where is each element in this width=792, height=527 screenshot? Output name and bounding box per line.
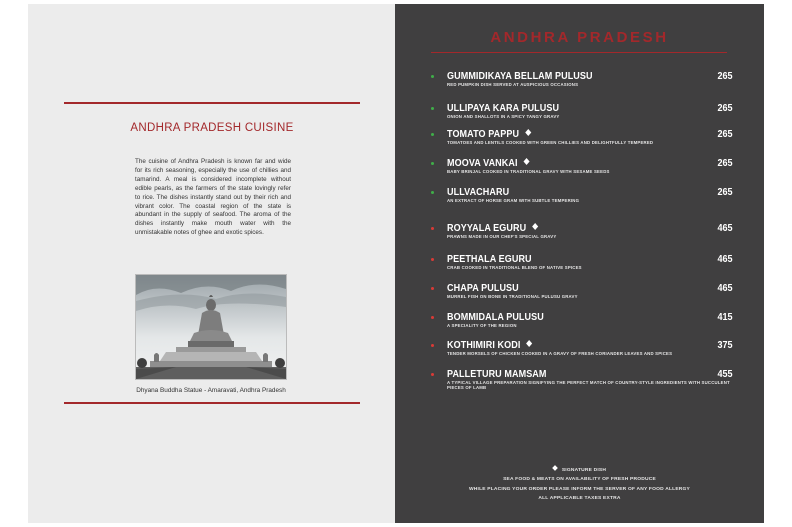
- cuisine-description: The cuisine of Andhra Pradesh is known far and wide for its rich seasoning, especially the use of chillies and tamarind. A meal is considered incomplete without edible pearls, as the farmers of the state lovingly refer to rice. The dishes instantly stand out by their rich and vibrant color. The coastal region of the state is abundant in the supply of seafood. The aroma of the dishes instantly make mouth water with the unmistakable notes of ghee and exotic spices.: [135, 158, 291, 237]
- signature-legend: [395, 466, 764, 475]
- dish-description: MURREL FISH ON BONE IN TRADITIONAL PULUSU GRAVY: [447, 294, 578, 299]
- nonveg-indicator-icon: [431, 258, 434, 261]
- nonveg-indicator-icon: [431, 344, 434, 347]
- signature-dish-icon: [526, 340, 532, 347]
- buddha-statue-illustration: [136, 275, 286, 379]
- photo-caption: Dhyana Buddha Statue - Amaravati, Andhra Pradesh: [136, 387, 286, 394]
- dish-name: BOMMIDALA PULUSU: [447, 311, 544, 323]
- veg-indicator-icon: [431, 162, 434, 165]
- dish-price: 265: [717, 102, 733, 114]
- dish-description: AN EXTRACT OF HORSE GRAM WITH SUBTLE TEMPERING: [447, 198, 580, 203]
- menu-spread: [28, 4, 764, 523]
- dish-description: TOMATOES AND LENTILS COOKED WITH GREEN CHILLIES AND DELIGHTFULLY TEMPERED: [447, 140, 654, 145]
- dish-price: 465: [717, 282, 733, 294]
- veg-indicator-icon: [431, 133, 434, 136]
- top-divider: [64, 102, 360, 104]
- dish-name: GUMMIDIKAYA BELLAM PULUSU: [447, 70, 593, 82]
- dish-name: TOMATO PAPPU: [447, 128, 520, 140]
- dish-name: KOTHIMIRI KODI: [447, 339, 521, 351]
- dish-price: 415: [717, 311, 733, 323]
- signature-dish-icon: [552, 465, 558, 471]
- dish-name-row: [447, 222, 537, 234]
- right-page: [395, 4, 764, 523]
- dish-name: PEETHALA EGURU: [447, 253, 532, 265]
- signature-dish-icon: [525, 129, 531, 136]
- dish-name-row: [447, 157, 529, 169]
- dish-price: 465: [717, 253, 733, 265]
- dish-name: ULLVACHARU: [447, 186, 510, 198]
- dish-name-row: [447, 128, 530, 140]
- dish-price: 265: [717, 157, 733, 169]
- nonveg-indicator-icon: [431, 316, 434, 319]
- signature-legend-label: SIGNATURE DISH: [561, 468, 607, 473]
- dish-price: 265: [717, 128, 733, 140]
- cuisine-heading: ANDHRA PRADESH CUISINE: [130, 122, 294, 134]
- dish-description: CRAB COOKED IN TRADITIONAL BLEND OF NATIVE SPICES: [447, 265, 582, 270]
- menu-title: ANDHRA PRADESH: [490, 29, 669, 46]
- dish-description: RED PUMPKIN DISH SERVED AT AUSPICIOUS OCCASIONS: [447, 82, 579, 87]
- dish-name: PALLETURU MAMSAM: [447, 368, 547, 380]
- footer-note: SEA FOOD & MEATS ON AVAILABILITY OF FRESH PRODUCE: [503, 477, 656, 483]
- nonveg-indicator-icon: [431, 227, 434, 230]
- footer-note: ALL APPLICABLE TAXES EXTRA: [538, 496, 621, 502]
- dish-name: ULLIPAYA KARA PULUSU: [447, 102, 560, 114]
- dish-name: ROYYALA EGURU: [447, 222, 527, 234]
- dish-price: 265: [717, 70, 733, 82]
- veg-indicator-icon: [431, 75, 434, 78]
- title-divider: [431, 52, 727, 53]
- buddha-statue-photo: [135, 274, 287, 380]
- footer-note: WHILE PLACING YOUR ORDER PLEASE INFORM THE SERVER OF ANY FOOD ALLERGY: [468, 486, 691, 492]
- dish-description: PRAWNS MADE IN OUR CHEF'S SPECIAL GRAVY: [447, 234, 557, 239]
- dish-description: A TYPICAL VILLAGE PREPARATION SIGNIFYING THE PERFECT MATCH OF COUNTRY-STYLE INGREDIENTS WITH SUCCULENT PIECES OF LAMB: [447, 380, 730, 391]
- dish-name-row: [447, 339, 532, 351]
- nonveg-indicator-icon: [431, 373, 434, 376]
- dish-price: 265: [717, 186, 733, 198]
- dish-name: CHAPA PULUSU: [447, 282, 519, 294]
- dish-price: 465: [717, 222, 733, 234]
- nonveg-indicator-icon: [431, 287, 434, 290]
- signature-dish-icon: [532, 223, 538, 230]
- dish-name: MOOVA VANKAI: [447, 157, 518, 169]
- veg-indicator-icon: [431, 107, 434, 110]
- dish-description: A SPECIALITY OF THE REGION: [447, 323, 517, 328]
- signature-dish-icon: [524, 158, 530, 165]
- dish-price: 455: [717, 368, 733, 380]
- dish-description: ONION AND SHALLOTS IN A SPICY TANGY GRAVY: [447, 114, 560, 119]
- dish-price: 375: [717, 339, 733, 351]
- dish-description: TENDER MORSELS OF CHICKEN COOKED IN A GRAVY OF FRESH CORIANDER LEAVES AND SPICES: [447, 351, 673, 356]
- dish-description: BABY BRINJAL COOKED IN TRADITIONAL GRAVY WITH SESAME SEEDS: [447, 169, 610, 174]
- bottom-divider: [64, 402, 360, 404]
- menu-footer: [395, 466, 764, 504]
- left-page: [28, 4, 395, 523]
- veg-indicator-icon: [431, 191, 434, 194]
